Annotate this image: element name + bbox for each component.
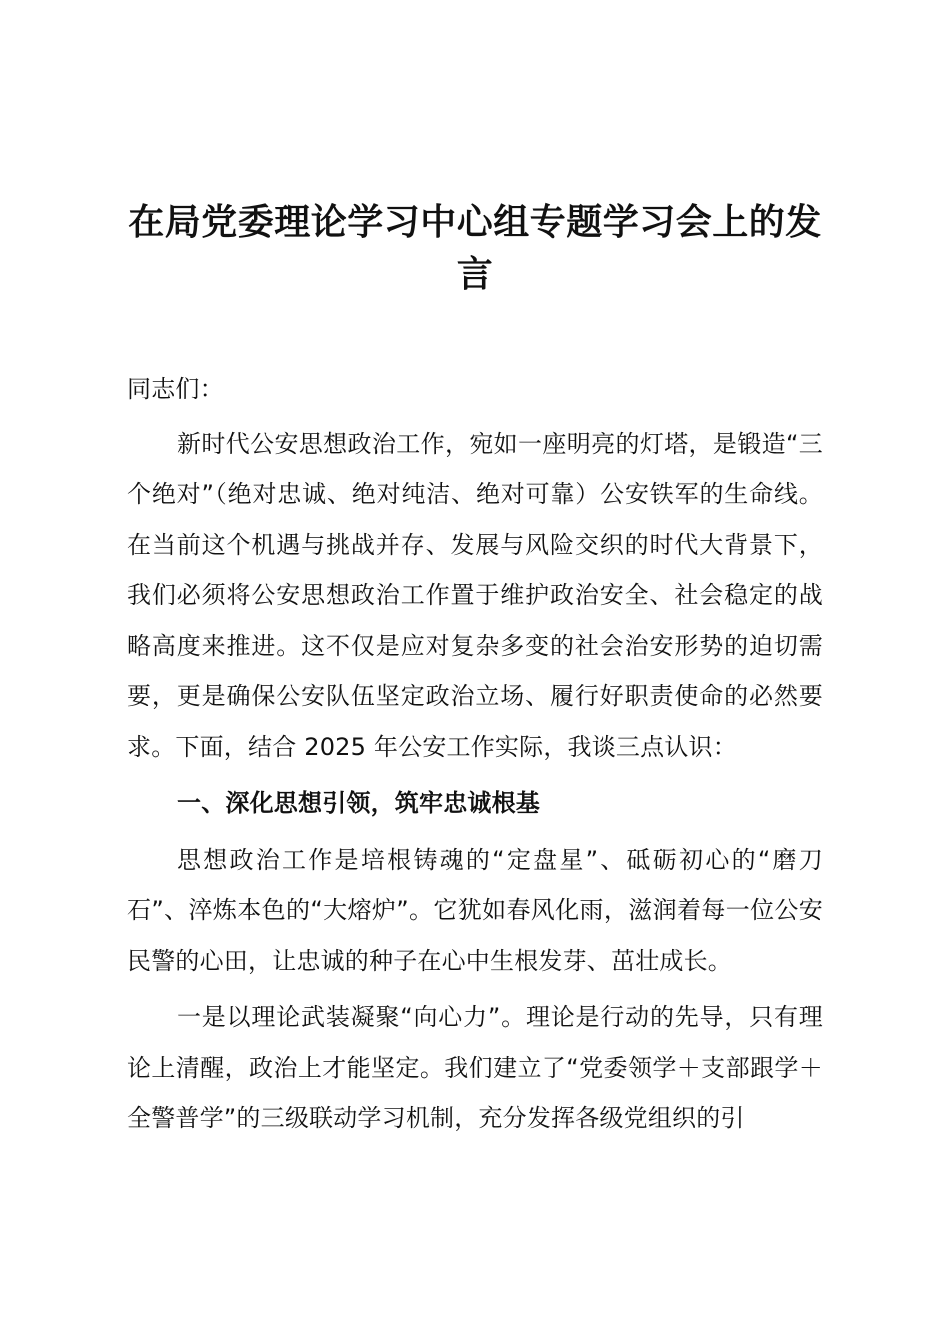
paragraph-section-1-lead: 思想政治工作是培根铸魂的“定盘星”、砥砺初心的“磨刀石”、淬炼本色的“大熔炉”。它犹如春风化雨，滋润着每一位公安民警的心田，让忠诚的种子在心中生根发芽、茁壮成长。	[127, 845, 823, 975]
document-body	[127, 364, 823, 1144]
salutation: 同志们：	[127, 375, 224, 403]
document-title: 在局党委理论学习中心组专题学习会上的发言	[128, 201, 822, 295]
paragraph-point-1: 一是以理论武装凝聚“向心力”。理论是行动的先导，只有理论上清醒，政治上才能坚定。我们建立了“党委领学＋支部跟学＋全警普学”的三级联动学习机制，充分发挥各级党组织的引	[127, 1003, 823, 1132]
paragraph-intro: 新时代公安思想政治工作，宛如一座明亮的灯塔，是锻造“三个绝对”（绝对忠诚、绝对纯洁、绝对可靠）公安铁军的生命线。在当前这个机遇与挑战并存、发展与风险交织的时代大背景下，我们必须将公安思想政治工作置于维护政治安全、社会稳定的战略高度来推进。这不仅是应对复杂多变的社会治安形势的迫切需要，更是确保公安队伍坚定政治立场、履行好职责使命的必然要求。下面，结合 2025 年公安工作实际，我谈三点认识：	[127, 429, 823, 761]
section-heading-1: 一、深化思想引领，筑牢忠诚根基	[177, 789, 540, 817]
